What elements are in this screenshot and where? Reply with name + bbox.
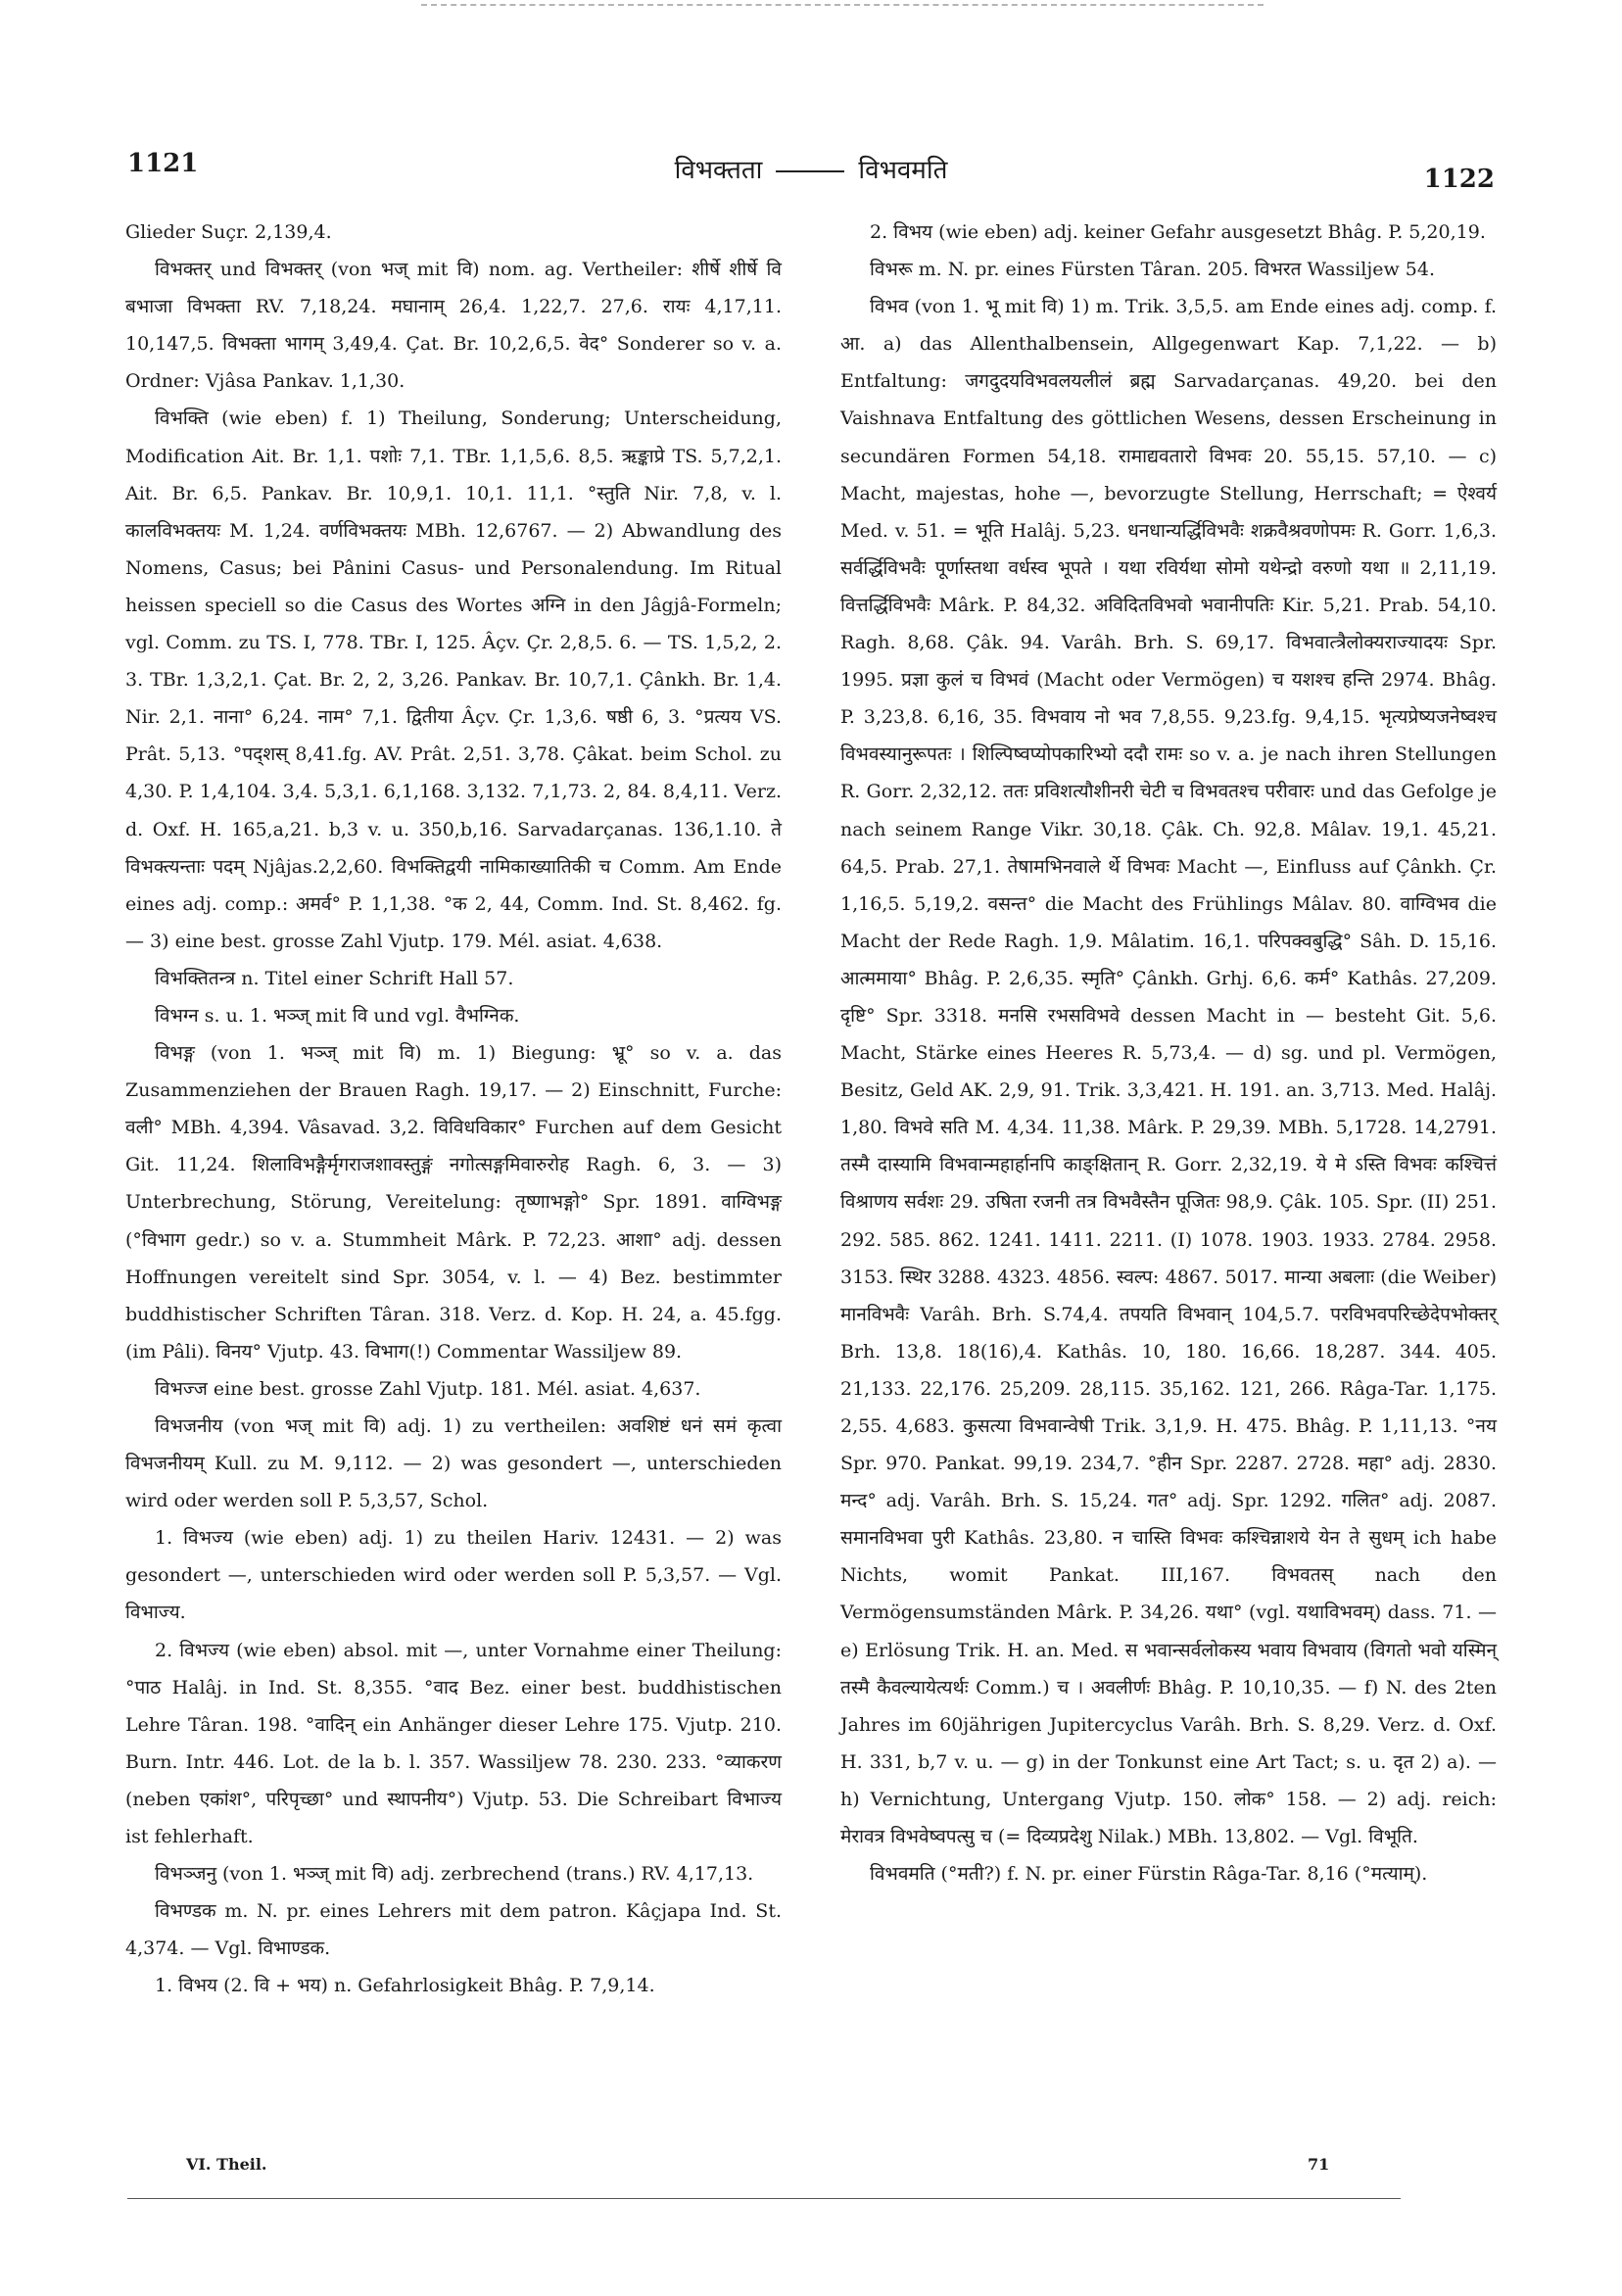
bottom-rule: [127, 2198, 1401, 2199]
entry: 1. विभय (2. वि + भय) n. Gefahrlosigkeit Bhâg. P. 7,9,14.: [155, 1975, 655, 1997]
entry-continuation: Glieder Suçr. 2,139,4.: [125, 221, 332, 243]
entry: विभञ्जनु (von 1. भञ्ज् mit वि) adj. zerbrechend (trans.) RV. 4,17,13.: [155, 1863, 754, 1886]
entry: विभग्न s. u. 1. भञ्ज् mit वि und vgl. वैभग्निक.: [155, 1004, 520, 1027]
sheet-label: VI. Theil.: [186, 2155, 267, 2174]
signature-mark: 71: [1308, 2155, 1330, 2174]
running-header: [0, 151, 1622, 186]
entry: विभङ्ग (von 1. भञ्ज् mit वि) m. 1) Biegung: भ्रू° so v. a. das Zusammenziehen der Brauen Ragh. 19,17. — 2) Einschnitt, Furche: वली° MBh. 4,394. Vâsavad. 3,2. विविधविकार° Furchen auf dem Gesicht Git. 11,24. शिलाविभङ्गैर्मृगराजशावस्तुङ्गं नगोत्सङ्गमिवारुरोह Ragh. 6, 3. — 3) Unterbrechung, Störung, Vereitelung: तृष्णाभङ्गो° Spr. 1891. वाग्विभङ्ग (°विभाग gedr.) so v. a. Stummheit Mârk. P. 72,23. आशा° adj. dessen Hoffnungen vereitelt sind Spr. 3054, v. l. — 4) Bez. bestimmter buddhistischer Schriften Târan. 318. Verz. d. Kop. H. 24, a. 45.fgg. (im Pâli). विनय° Vjutp. 43. विभाग(!) Commentar Wassiljew 89.: [125, 1042, 782, 1363]
page-number-right: 1122: [1423, 165, 1495, 194]
entry: विभक्तितन्त्र n. Titel einer Schrift Hall 57.: [155, 967, 514, 989]
left-column: [125, 214, 782, 2005]
entry: विभवमति (°मती?) f. N. pr. einer Fürstin Râga-Tar. 8,16 (°मत्याम्).: [870, 1863, 1428, 1886]
entry: 2. विभज्य (wie eben) absol. mit —, unter Vornahme einer Theilung: °पाठ Halâj. in Ind. St. 8,355. °वाद Bez. einer best. buddhistischen Lehre Târan. 198. °वादिन् ein Anhänger dieser Lehre 175. Vjutp. 210. Burn. Intr. 446. Lot. de la b. l. 357. Wassiljew 78. 230. 233. °व्याकरण (neben एकांश°, परिपृच्छा° und स्थापनीय°) Vjutp. 53. Die Schreibart विभाज्य ist fehlerhaft.: [125, 1639, 782, 1848]
entry: विभजनीय (von भज् mit वि) adj. 1) zu vertheilen: अवशिष्टं धनं समं कृत्वा विभजनीयम् Kull. zu M. 9,112. — 2) was gesondert —, unterschieden wird oder werden soll P. 5,3,57, Schol.: [125, 1415, 782, 1512]
header-dash: [776, 170, 844, 172]
running-header-first-entry: विभक्तता: [674, 156, 763, 185]
scan-artifact-line: [421, 4, 1264, 9]
page-number-left: 1121: [127, 149, 199, 178]
entry: विभरू m. N. pr. eines Fürsten Târan. 205. विभरत Wassiljew 54.: [870, 259, 1435, 281]
entry: विभव (von 1. भू mit वि) 1) m. Trik. 3,5,5. am Ende eines adj. comp. f. आ. a) das Allenthalbensein, Allgegenwart Kap. 7,1,22. — b) Entfaltung: जगदुदयविभवलयलीलं ब्रह्म Sarvadarçanas. 49,20. bei den Vaishnava Entfaltung des göttlichen Wesens, dessen Erscheinung in secundären Formen 54,18. रामाद्यवतारो विभवः 20. 55,15. 57,10. — c) Macht, majestas, hohe —, bevorzugte Stellung, Herrschaft; = ऐश्वर्य Med. v. 51. = भूति Halâj. 5,23. धनधान्यर्द्धिविभवैः शक्रवैश्रवणोपमः R. Gorr. 1,6,3. सर्वर्द्धिविभवैः पूर्णास्तथा वर्धस्व भूपते । यथा रविर्यथा सोमो यथेन्द्रो वरुणो यथा ॥ 2,11,19. वित्तर्द्धिविभवैः Mârk. P. 84,32. अविदितविभवो भवानीपतिः Kir. 5,21. Prab. 54,10. Ragh. 8,68. Çâk. 94. Varâh. Brh. S. 69,17. विभवात्त्रैलोक्यराज्यादयः Spr. 1995. प्रज्ञा कुलं च विभवं (Macht oder Vermögen) च यशश्च हन्ति 2974. Bhâg. P. 3,23,8. 6,16, 35. विभवाय नो भव 7,8,55. 9,23.fg. 9,4,15. भृत्यप्रेष्यजनेष्वश्च विभवस्यानुरूपतः । शिल्पिष्वप्योपकारिभ्यो ददौ रामः so v. a. je nach ihren Stellungen R. Gorr. 2,32,12. ततः प्रविशत्यौशीनरी चेटी च विभवतश्च परीवारः und das Gefolge je nach seinem Range Vikr. 30,18. Çâk. Ch. 92,8. Mâlav. 19,1. 45,21. 64,5. Prab. 27,1. तेषामभिनवाले र्थे विभवः Macht —, Einfluss auf Çânkh. Çr. 1,16,5. 5,19,2. वसन्त° die Macht des Frühlings Mâlav. 80. वाग्विभव die Macht der Rede Ragh. 1,9. Mâlatim. 16,1. परिपक्वबुद्धि° Sâh. D. 15,16. आत्ममाया° Bhâg. P. 2,6,35. स्मृति° Çânkh. Grhj. 6,6. कर्म° Kathâs. 27,209. दृष्टि° Spr. 3318. मनसि रभसविभवे dessen Macht in — besteht Git. 5,6. Macht, Stärke eines Heeres R. 5,73,4. — d) sg. und pl. Vermögen, Besitz, Geld AK. 2,9, 91. Trik. 3,3,421. H. 191. an. 3,713. Med. Halâj. 1,80. विभवे सति M. 4,34. 11,38. Mârk. P. 29,39. MBh. 5,1728. 14,2791. तस्मै दास्यामि विभवान्महार्हानपि काङ्क्षितान् R. Gorr. 2,32,19. ये मे ऽस्ति विभवः कश्चित्तं विश्राणय सर्वशः 29. उषिता रजनी तत्र विभवैस्तैन पूजितः 98,9. Çâk. 105. Spr. (II) 251. 292. 585. 862. 1241. 1411. 2211. (I) 1078. 1903. 1933. 2784. 2958. 3153. स्थिर 3288. 4323. 4856. स्वल्प: 4867. 5017. मान्या अबलाः (die Weiber) मानविभवैः Varâh. Brh. S.74,4. तपयति विभवान् 104,5.7. परविभवपरिच्छेदेपभोक्तर् Brh. 13,8. 18(16),4. Kathâs. 10, 180. 16,66. 18,287. 344. 405. 21,133. 22,176. 25,209. 28,115. 35,162. 121, 266. Râga-Tar. 1,175. 2,55. 4,683. कुसत्या विभवान्वेषी Trik. 3,1,9. H. 475. Bhâg. P. 1,11,13. °नय Spr. 970. Pankat. 99,19. 234,7. °हीन Spr. 2287. 2728. महा° adj. 2830. मन्द° adj. Varâh. Brh. S. 15,24. गत° adj. Spr. 1292. गलित° adj. 2087. समानविभवा पुरी Kathâs. 23,80. न चास्ति विभवः कश्चिन्नाशये येन ते सुधम् ich habe Nichts, womit Pankat. III,167. विभवतस् nach den Vermögensumständen Mârk. P. 34,26. यथा° (vgl. यथाविभवम्) dass. 71. — e) Erlösung Trik. H. an. Med. स भवान्सर्वलोकस्य भवाय विभवाय (विगतो भवो यस्मिन् तस्मै कैवल्यायेत्यर्थः Comm.) च । अवलीर्णः Bhâg. P. 10,10,35. — f) N. des 2ten Jahres im 60jährigen Jupitercyclus Varâh. Brh. S. 8,29. Verz. d. Oxf. H. 331, b,7 v. u. — g) in der Tonkunst eine Art Tact; s. u. दृत 2) a). — h) Vernichtung, Untergang Vjutp. 150. लोक° 158. — 2) adj. reich: मेरावत्र विभवेष्वपत्सु च (= दिव्यप्रदेशु Nilak.) MBh. 13,802. — Vgl. विभूति.: [840, 296, 1497, 1848]
entry: 2. विभय (wie eben) adj. keiner Gefahr ausgesetzt Bhâg. P. 5,20,19.: [870, 221, 1486, 243]
entry: विभक्ति (wie eben) f. 1) Theilung, Sonderung; Unterscheidung, Modification Ait. Br. 1,1. पशोः 7,1. TBr. 1,1,5,6. 8,5. ऋङ्काप्रे TS. 5,7,2,1. Ait. Br. 6,5. Pankav. Br. 10,9,1. 10,1. 11,1. °स्तुति Nir. 7,8, v. l. कालविभक्तयः M. 1,24. वर्णविभक्तयः MBh. 12,6767. — 2) Abwandlung des Nomens, Casus; bei Pânini Casus- und Personalendung. Im Ritual heissen speciell so die Casus des Wortes अग्नि in den Jâgjâ-Formeln; vgl. Comm. zu TS. I, 778. TBr. I, 125. Âçv. Çr. 2,8,5. 6. — TS. 1,5,2, 2. 3. TBr. 1,3,2,1. Çat. Br. 2, 2, 3,26. Pankav. Br. 10,7,1. Çânkh. Br. 1,4. Nir. 2,1. नाना° 6,24. नाम° 7,1. द्वितीया Âçv. Çr. 1,3,6. षष्ठी 6, 3. °प्रत्यय VS. Prât. 5,13. °पद्शस् 8,41.fg. AV. Prât. 2,51. 3,78. Çâkat. beim Schol. zu 4,30. P. 1,4,104. 3,4. 5,3,1. 6,1,168. 3,132. 7,1,73. 2, 84. 8,4,11. Verz. d. Oxf. H. 165,a,21. b,3 v. u. 350,b,16. Sarvadarçanas. 136,1.10. ते विभक्त्यन्ताः पदम् Njâjas.2,2,60. विभक्तिद्वयी नामिकाख्यातिकी च Comm. Am Ende eines adj. comp.: अमर्व° P. 1,1,38. °क 2, 44, Comm. Ind. St. 8,462. fg. — 3) eine best. grosse Zahl Vjutp. 179. Mél. asiat. 4,638.: [125, 407, 782, 952]
entry: विभक्तर् und विभक्तर् (von भज् mit वि) nom. ag. Vertheiler: शीर्षे शीर्षे वि बभाजा विभक्ता RV. 7,18,24. मघानाम् 26,4. 1,22,7. 27,6. रायः 4,17,11. 10,147,5. विभक्ता भागम् 3,49,4. Çat. Br. 10,2,6,5. वेद° Sonderer so v. a. Ordner: Vjâsa Pankav. 1,1,30.: [125, 259, 782, 393]
entry: विभण्डक m. N. pr. eines Lehrers mit dem patron. Kâçjapa Ind. St. 4,374. — Vgl. विभाण्डक.: [125, 1900, 782, 1960]
right-column: [840, 214, 1497, 1892]
entry: 1. विभज्य (wie eben) adj. 1) zu theilen Hariv. 12431. — 2) was gesondert —, unterschieden wird oder werden soll P. 5,3,57. — Vgl. विभाज्य.: [125, 1527, 782, 1624]
running-header-last-entry: विभवमति: [858, 156, 948, 185]
entry: विभज्ज eine best. grosse Zahl Vjutp. 181. Mél. asiat. 4,637.: [155, 1377, 701, 1400]
